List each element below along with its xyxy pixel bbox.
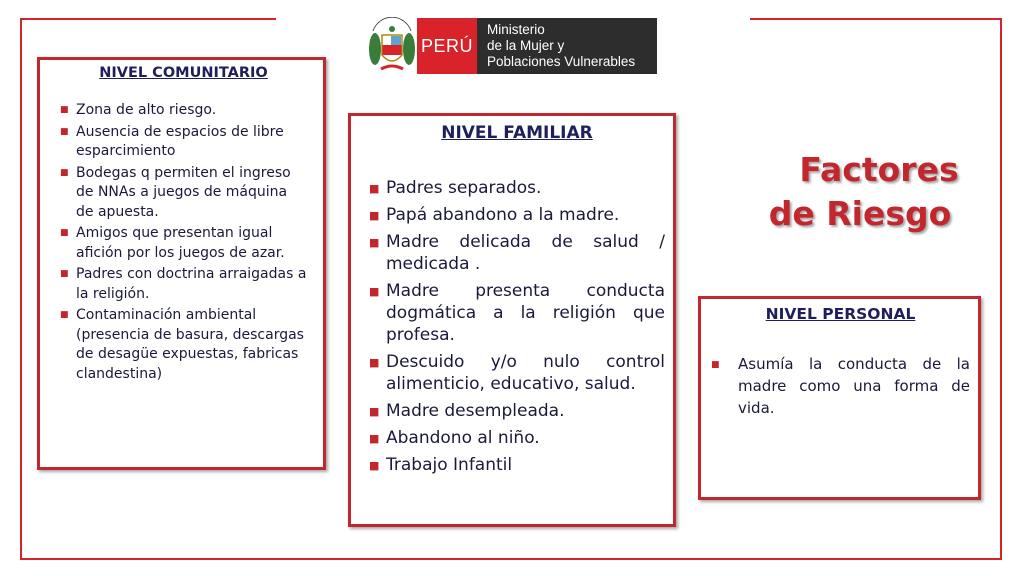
- page-title: [760, 148, 960, 236]
- logo-ministry-line-2: de la Mujer y: [487, 38, 565, 53]
- list-item: ■ Madre presenta conducta dogmática a la religión que profesa.: [369, 281, 665, 345]
- frame-bottom-line: [20, 558, 1002, 560]
- list-item: ■ Descuido y/o nulo control alimenticio, educativo, salud.: [369, 352, 665, 394]
- nivel-comunitario-list: [60, 101, 307, 384]
- list-item: ■ Contaminación ambiental (presencia de basura, descargas de desagüe expuestas, fabricas clandestina): [60, 307, 304, 382]
- peru-coat-of-arms-icon: [367, 17, 417, 75]
- list-item: ■ Asumía la conducta de la madre como una forma de vida.: [711, 355, 970, 417]
- nivel-familiar-box: [348, 113, 676, 527]
- nivel-personal-box: [698, 296, 981, 500]
- nivel-familiar-title: NIVEL FAMILIAR: [441, 123, 593, 143]
- frame-left-line: [20, 18, 22, 560]
- list-item: ■ Papá abandono a la madre.: [369, 205, 620, 225]
- list-item: ■ Trabajo Infantil: [369, 455, 513, 475]
- list-item: ■ Padres separados.: [369, 178, 542, 198]
- logo-ministry-line-3: Poblaciones Vulnerables: [487, 54, 636, 69]
- nivel-comunitario-title: NIVEL COMUNITARIO: [99, 65, 268, 81]
- list-item: ■ Abandono al niño.: [369, 428, 540, 448]
- page-title-line-2: de Riesgo: [768, 194, 952, 233]
- nivel-personal-title: NIVEL PERSONAL: [765, 305, 916, 323]
- list-item: ■ Bodegas q permiten el ingreso de NNAs a juegos de máquina de apuesta.: [60, 164, 291, 220]
- ministry-logo: [367, 17, 657, 75]
- list-item: ■ Madre delicada de salud / medicada .: [369, 232, 665, 274]
- list-item: ■ Madre desempleada.: [369, 401, 565, 421]
- list-item: ■ Ausencia de espacios de libre esparcimiento: [60, 123, 284, 159]
- frame-right-line: [1000, 18, 1002, 560]
- nivel-comunitario-box: [37, 57, 326, 470]
- page-title-line-1: Factores: [799, 150, 959, 189]
- list-item: ■ Amigos que presentan igual afición por los juegos de azar.: [60, 225, 285, 261]
- frame-top-left-line: [20, 18, 276, 20]
- nivel-personal-list: [711, 353, 970, 419]
- logo-ministry-line-1: Ministerio: [487, 22, 545, 37]
- logo-ministry-name: [477, 18, 657, 74]
- frame-top-right-line: [750, 18, 1002, 20]
- list-item: ■ Zona de alto riesgo.: [60, 102, 217, 118]
- logo-country-label: PERÚ: [417, 18, 477, 74]
- nivel-familiar-list: [369, 177, 665, 476]
- list-item: ■ Padres con doctrina arraigadas a la religión.: [60, 266, 307, 302]
